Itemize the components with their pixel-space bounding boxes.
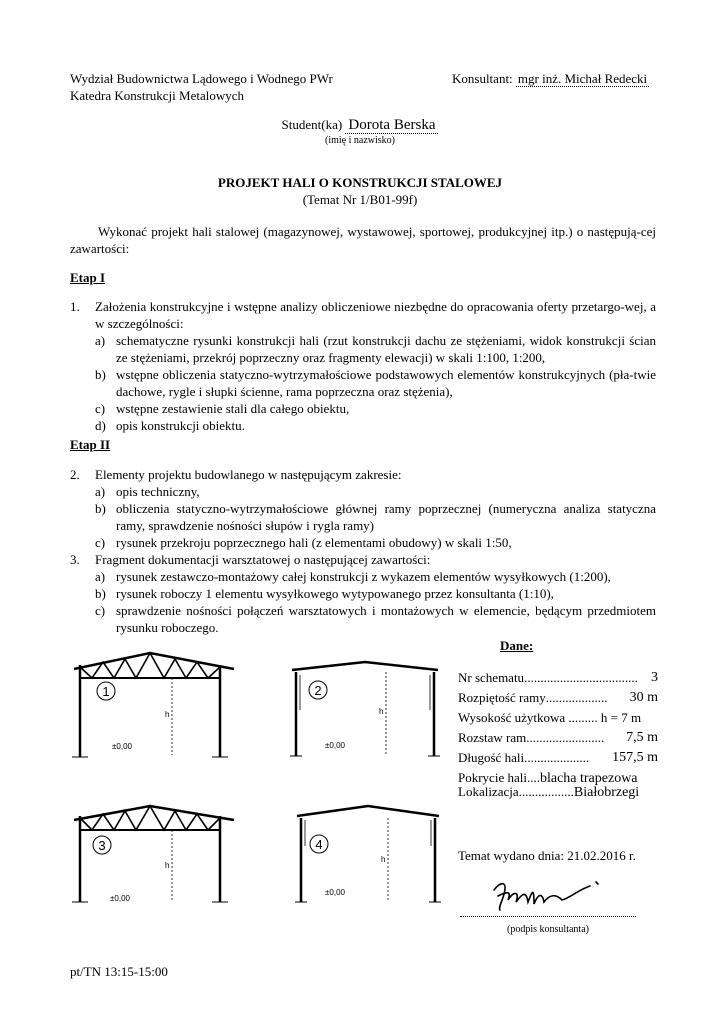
stage1-heading: Etap I [70,270,106,285]
list-item: schematyczne rysunki konstrukcji hali (rzut konstrukcji dachu ze stężeniami, widok konstrukcji ścian ze stężeniami, przekrój poprzeczny oraz fragmenty elewacji) w skali 1:100, 1:200, [116,333,656,365]
item-letter: c) [95,535,106,550]
list-item: Elementy projektu budowlanego w następującym zakresie: [95,467,402,482]
height-label: h [379,707,384,716]
item-number: 3. [70,552,80,567]
dane-row-height: Wysokość użytkowa ......... h = 7 m [458,710,642,725]
list-item: sprawdzenie nośności połączeń warsztatowych i montażowych w elemencie, będącym przedmiotem rysunku roboczego. [116,603,656,635]
item-number: 2. [70,467,80,482]
faculty-name: Wydział Budownictwa Lądowego i Wodnego PWr [70,71,333,86]
dane-row-spacing: Rozstaw ram ........................ 7,5 m [458,730,658,745]
consultant-label: Konsultant: [452,71,513,86]
student-block [200,117,520,149]
signature [490,876,610,916]
item-letter: c) [95,603,106,618]
level-label: ±0,00 [325,888,345,897]
stage2-heading: Etap II [70,437,111,452]
height-label: h [381,855,386,864]
issued-row: Temat wydano dnia: 21.02.2016 r. [458,848,636,863]
level-label: ±0,00 [325,741,345,750]
dane-row-span: Rozpiętość ramy ................... 30 m [458,690,658,705]
item-letter: b) [95,501,106,516]
list-item: wstępne zestawienie stali dla całego obiektu, [116,401,350,416]
department-name: Katedra Konstrukcji Metalowych [70,88,245,103]
list-item: obliczenia statyczno-wytrzymałościowe głównej ramy poprzecznej (numeryczna analiza statyczna ramy, sprawdzenie nośności słupów i rygla ramy) [116,501,656,533]
item-number: 1. [70,299,80,314]
height-label: h [165,861,170,870]
item-letter: b) [95,367,106,382]
consultant [452,70,649,87]
dane-row-length: Długość hali .................... 157,5 m [458,750,658,765]
list-item: rysunek roboczy 1 elementu wysyłkowego wytypowanego przez konsultanta (1:10), [116,586,554,601]
consultant-name: mgr inż. Michał Redecki [517,71,648,86]
item-letter: d) [95,418,106,433]
item-letter: b) [95,586,106,601]
dane-row-roofing: Pokrycie hali....blacha trapezowa [458,770,638,786]
scheme-4-drawing [285,800,450,910]
signature-line [460,916,636,917]
location-row: Lokalizacja.................Białobrzegi [458,784,640,800]
level-label: ±0,00 [112,742,132,751]
list-item: rysunek przekroju poprzecznego hali (z elementami obudowy) w skali 1:50, [116,535,512,550]
list-item: wstępne obliczenia statyczno-wytrzymałościowe podstawowych elementów konstrukcyjnych (pła-twie dachowe, rygle i słupki ścienne, rama poprzeczna oraz stężenia), [116,367,656,399]
list-item: opis konstrukcji obiektu. [116,418,245,433]
list-item: Fragment dokumentacji warsztatowej o następującej zawartości: [95,552,431,567]
list-item: opis techniczny, [116,484,200,499]
student-name: Dorota Berska [345,117,438,134]
dane-table [458,668,658,789]
page-subtitle: (Temat Nr 1/B01-99f) [302,192,418,207]
item-letter: a) [95,333,106,348]
dane-heading: Dane: [500,638,534,653]
student-caption: (imię i nazwisko) [325,135,395,146]
item-letter: c) [95,401,106,416]
scheme-number: 3 [98,838,106,853]
scheme-3-drawing [70,800,245,910]
signature-caption: (podpis konsultanta) [507,924,589,935]
student-label: Student(ka) [281,117,343,132]
scheme-number: 4 [315,837,323,852]
level-label: ±0,00 [110,894,130,903]
intro-paragraph: Wykonać projekt hali stalowej (magazynowej, wystawowej, sportowej, produkcyjnej itp.) o następują-cej zawartości: [70,224,656,256]
list-item: rysunek zestawczo-montażowy całej konstrukcji z wykazem elementów wysyłkowych (1:200), [116,569,611,584]
scheme-1-drawing [70,645,245,770]
list-item: Założenia konstrukcyjne i wstępne analizy obliczeniowe niezbędne do opracowania oferty przetargo-wej, a w szczególności: [95,299,656,331]
height-label: h [165,710,170,719]
dane-row-scheme: Nr schematu ................................... 3 [458,670,658,685]
item-letter: a) [95,569,106,584]
scheme-2-drawing [280,650,450,765]
scheme-number: 2 [314,683,322,698]
scheme-number: 1 [102,684,110,699]
footer-note: pt/TN 13:15-15:00 [70,964,168,979]
item-letter: a) [95,484,106,499]
page-title: PROJEKT HALI O KONSTRUKCJI STALOWEJ [217,175,503,190]
